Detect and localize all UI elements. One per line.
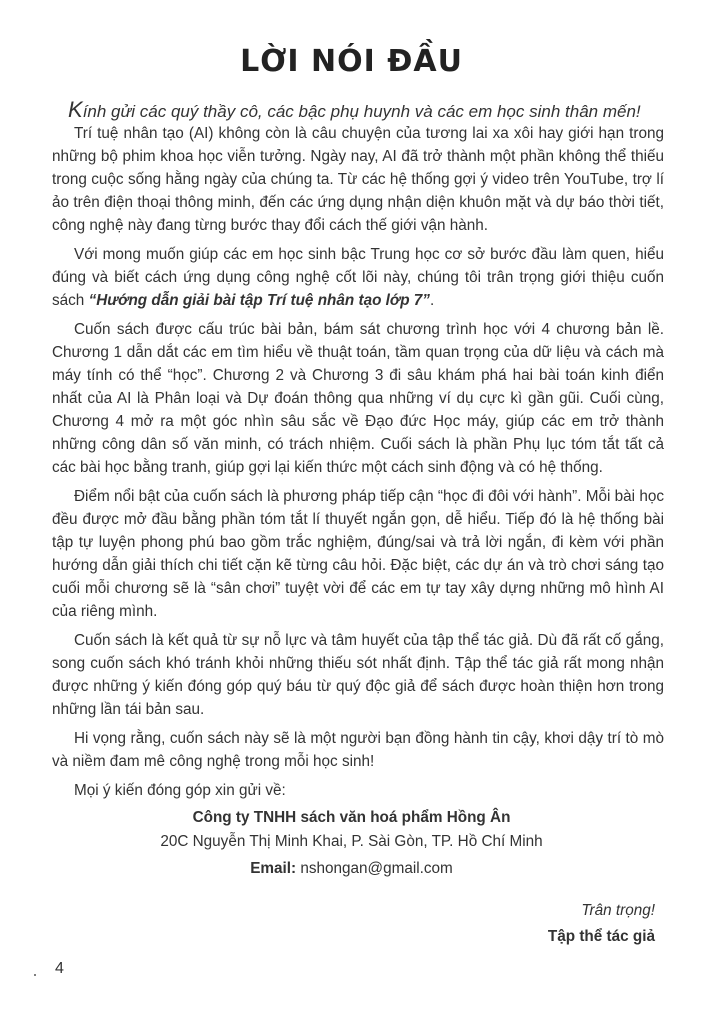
greeting (68, 97, 678, 123)
email-label: Email: (250, 860, 297, 877)
email-address[interactable]: nshongan@gmail.com (300, 860, 453, 877)
paragraph-hope: Hi vọng rằng, cuốn sách này sẽ là một người bạn đồng hành tin cậy, khơi dậy trí tò mò và niềm đam mê công nghệ trong mỗi học sinh! (52, 730, 664, 770)
closing-regards: Trân trọng! (581, 902, 655, 919)
page-title: LỜI NÓI ĐẦU (240, 44, 463, 79)
company-address: 20C Nguyễn Thị Minh Khai, P. Sài Gòn, TP. Hồ Chí Minh (160, 833, 543, 850)
closing-signature: Tập thể tác giả (547, 928, 655, 945)
company-name: Công ty TNHH sách văn hoá phẩm Hồng Ân (192, 809, 511, 826)
greeting-text: ính gửi các quý thầy cô, các bậc phụ huynh và các em học sinh thân mến! (82, 102, 641, 121)
paragraph-highlights: Điểm nổi bật của cuốn sách là phương pháp tiếp cận “học đi đôi với hành”. Mỗi bài học đều được mở đầu bằng phần tóm tắt lí thuyết ngắn gọn, dễ hiểu. Tiếp đó là hệ thống bài tập tự luyện phong phú bao gồm trắc nghiệm, đúng/sai và trả lời ngắn, đi kèm với phần hướng dẫn giải thích chi tiết cặn kẽ từng câu hỏi. Đặc biệt, các dự án và trò chơi sáng tạo cuối mỗi chương sẽ là “sân chơi” tuyệt vời để các em tự tay xây dựng những mô hình AI của riêng mình. (52, 488, 664, 620)
company-email-line (0, 860, 703, 878)
page-number: 4 (55, 960, 64, 977)
closing (405, 902, 655, 946)
preface-body (52, 122, 664, 808)
paragraph-feedback: Cuốn sách là kết quả từ sự nỗ lực và tâm huyết của tập thể tác giả. Dù đã rất cố gắng, song cuốn sách khó tránh khỏi những thiếu sót nhất định. Tập thể tác giả rất mong nhận được những ý kiến đóng góp quý báu từ quý độc giả để sách được hoàn thiện hơn trong những lần tái bản sau. (52, 632, 664, 718)
paragraph-ai-intro: Trí tuệ nhân tạo (AI) không còn là câu chuyện của tương lai xa xôi hay giới hạn trong những bộ phim khoa học viễn tưởng. Ngày nay, AI đã trở thành một phần không thể thiếu trong cuộc sống hằng ngày của chúng ta. Từ các hệ thống gợi ý video trên YouTube, trợ lí ảo trên điện thoại thông minh, đến các ứng dụng nhận diện khuôn mặt và dự báo thời tiết, công nghệ này đang từng bước thay đổi cách thế giới vận hành. (52, 125, 664, 234)
paragraph-structure: Cuốn sách được cấu trúc bài bản, bám sát chương trình học với 4 chương bản lề. Chương 1 dẫn dắt các em tìm hiểu về thuật toán, tầm quan trọng của dữ liệu và cách mà máy tính có thể “học”. Chương 2 và Chương 3 đi sâu khám phá hai bài toán kinh điển nhất của AI là Phân loại và Dự đoán thông qua những ví dụ cực kì gần gũi. Cuối cùng, Chương 4 mở ra một góc nhìn sâu sắc về Đạo đức Học máy, giúp các em trở thành những công dân số văn minh, có trách nhiệm. Cuối sách là phần Phụ lục tóm tắt tất cả các bài học bằng tranh, giúp gợi lại kiến thức một cách sinh động và có hệ thống. (52, 321, 664, 476)
paragraph-book-intro (52, 243, 664, 312)
book-title: “Hướng dẫn giải bài tập Trí tuệ nhân tạo lớp 7” (88, 292, 430, 309)
book-intro-text: Với mong muốn giúp các em học sinh bậc Trung học cơ sở bước đầu làm quen, hiểu đúng và biết cách ứng dụng công nghệ cốt lõi này, chúng tôi trân trọng giới thiệu cuốn sách (52, 246, 664, 309)
greeting-dropcap: K (68, 97, 83, 122)
contact-intro: Mọi ý kiến đóng góp xin gửi về: (74, 782, 286, 799)
margin-mark (34, 974, 36, 976)
book-intro-end: . (429, 292, 435, 309)
